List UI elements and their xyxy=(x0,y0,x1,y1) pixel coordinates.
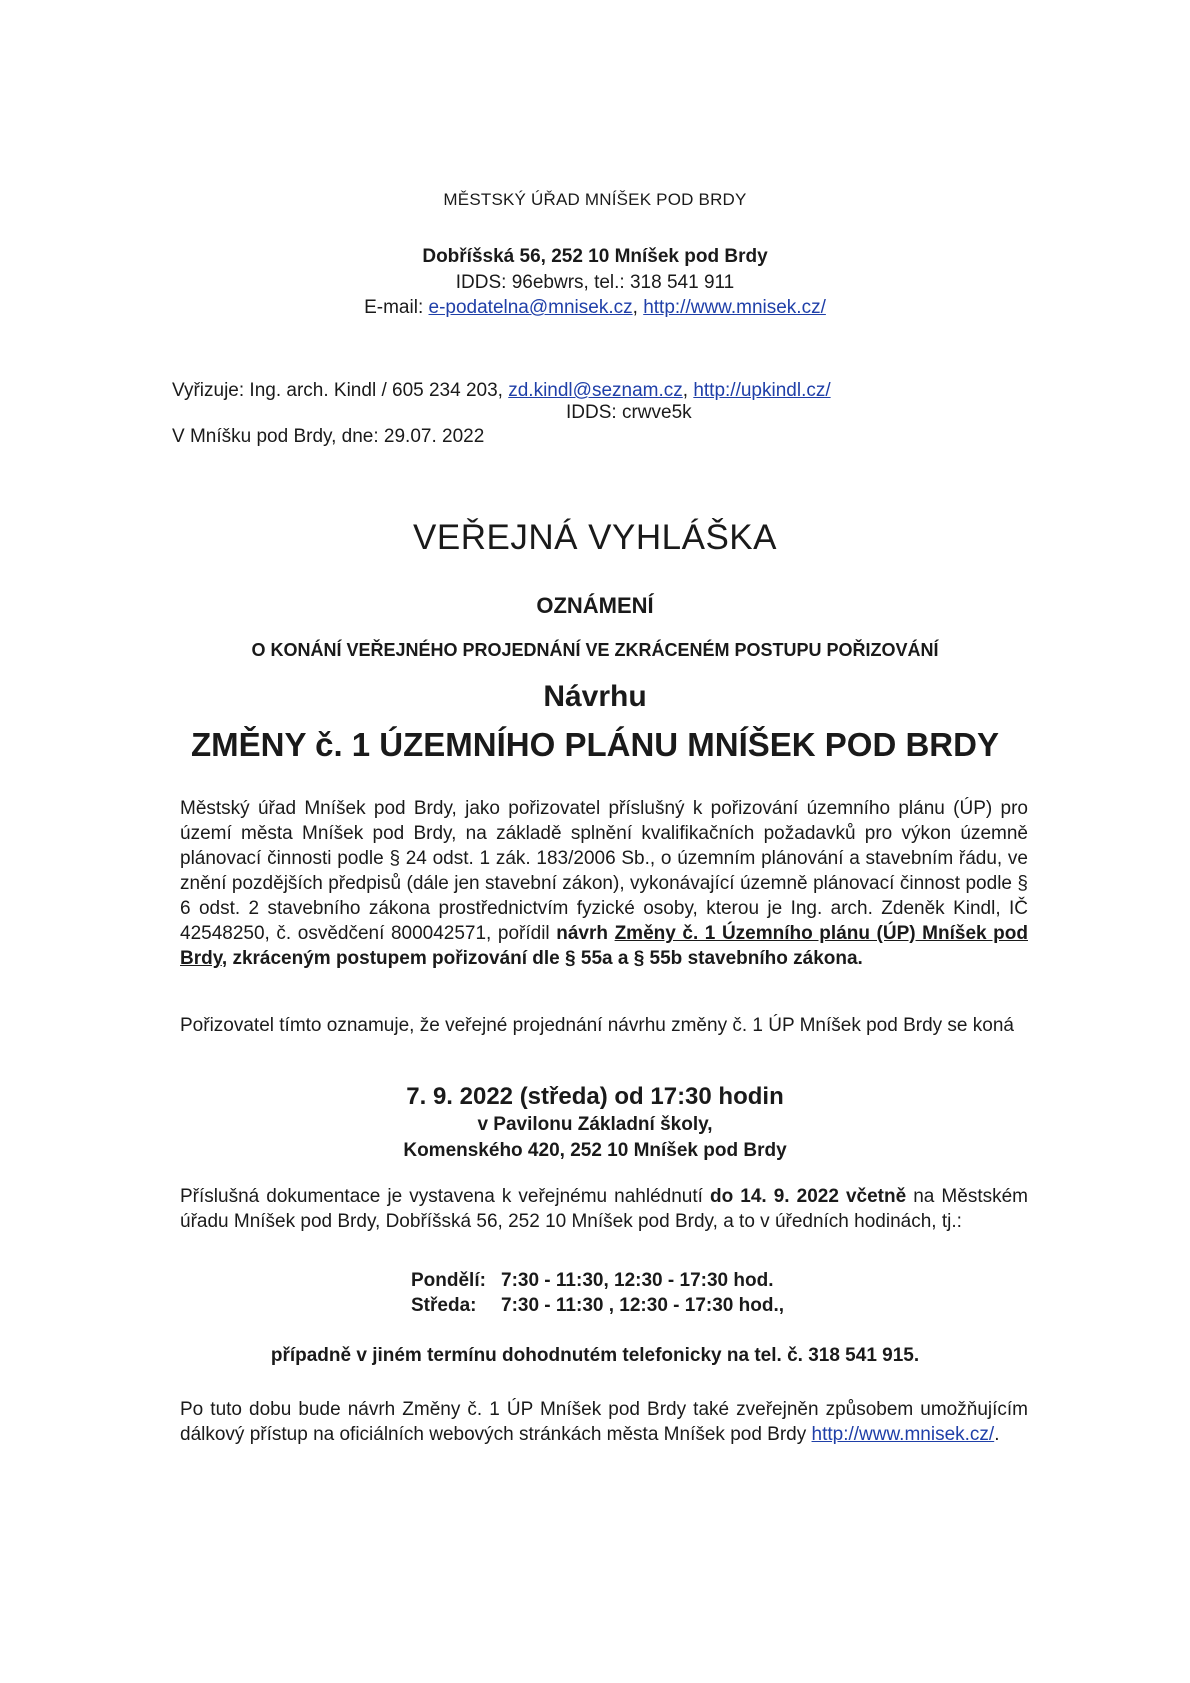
paragraph-intro xyxy=(180,796,1028,971)
office-contacts xyxy=(0,297,1190,319)
paragraph-documentation xyxy=(180,1184,1028,1234)
intro-bold-end: , zkráceným postupem pořizování dle § 55a a § 55b stavebního zákona. xyxy=(221,948,863,969)
handler-label: Vyřizuje: Ing. arch. Kindl / 605 234 203, xyxy=(172,380,509,401)
hours-row xyxy=(411,1295,784,1320)
handler-web-link[interactable]: http://upkindl.cz/ xyxy=(693,380,831,401)
handler-idds: IDDS: crwve5k xyxy=(566,402,692,423)
hours-day: Středa: xyxy=(411,1295,477,1316)
paragraph-online xyxy=(180,1397,1028,1447)
meeting-address: Komenského 420, 252 10 Mníšek pod Brdy xyxy=(403,1140,787,1161)
separator: , xyxy=(682,380,694,401)
meeting-datetime: 7. 9. 2022 (středa) od 17:30 hodin xyxy=(406,1083,784,1110)
office-idds-tel: IDDS: 96ebwrs, tel.: 318 541 911 xyxy=(455,272,735,293)
subtitle-konani: O KONÁNÍ VEŘEJNÉHO PROJEDNÁNÍ VE ZKRÁCENÉM POSTUPU POŘIZOVÁNÍ xyxy=(251,640,939,660)
online-text: Po tuto dobu bude návrh Změny č. 1 ÚP Mníšek pod Brdy také zveřejněn způsobem umožňujícím dálkový přístup na oficiálních webových stránkách města Mníšek pod Brdy xyxy=(180,1399,1028,1445)
hours-time: 7:30 - 11:30, 12:30 - 17:30 hod. xyxy=(501,1270,774,1291)
office-hours xyxy=(411,1270,784,1320)
intro-plan-name: Změny č. 1 Územního plánu (ÚP) Mníšek pod Brdy xyxy=(180,923,1028,969)
email-label: E-mail: xyxy=(364,297,429,318)
city-web-link[interactable]: http://www.mnisek.cz/ xyxy=(811,1424,995,1445)
separator: , xyxy=(632,297,644,318)
main-title: VEŘEJNÁ VYHLÁŠKA xyxy=(413,518,777,557)
hours-day: Pondělí: xyxy=(411,1270,486,1291)
office-email-link[interactable]: e-podatelna@mnisek.cz xyxy=(428,297,633,318)
meeting-place: v Pavilonu Základní školy, xyxy=(477,1114,713,1135)
subtitle-oznameni: OZNÁMENÍ xyxy=(536,593,654,618)
handler-line xyxy=(172,380,831,402)
office-address: Dobříšská 56, 252 10 Mníšek pod Brdy xyxy=(422,246,768,267)
document-date: V Mníšku pod Brdy, dne: 29.07. 2022 xyxy=(172,426,485,447)
intro-text: Městský úřad Mníšek pod Brdy, jako pořizovatel příslušný k pořizování územního plánu (ÚP) pro území města Mníšek pod Brdy, na základě splnění kvalifikačních požadavků pro výkon územně plánovací činnosti podle § 24 odst. 1 zák. 183/2006 Sb., o územním plánování a stavebním řádu, ve znění pozdějších předpisů (dále jen stavební zákon), vykonávající územně plánovací činnost podle § 6 odst. 2 stavebního zákona prostřednictvím fyzické osoby, kterou je Ing. arch. Zdeněk Kindl, IČ 42548250, č. osvědčení 800042571, pořídil xyxy=(180,798,1028,944)
subtitle-navrhu: Návrhu xyxy=(543,680,647,713)
hours-row xyxy=(411,1270,784,1295)
documentation-text: Příslušná dokumentace je vystavena k veřejnému nahlédnutí xyxy=(180,1186,710,1207)
intro-bold-text: návrh xyxy=(556,923,615,944)
online-text-end: . xyxy=(994,1424,1000,1445)
handler-email-link[interactable]: zd.kindl@seznam.cz xyxy=(508,380,683,401)
hours-time: 7:30 - 11:30 , 12:30 - 17:30 hod., xyxy=(501,1295,785,1316)
documentation-text-end: na Městském úřadu Mníšek pod Brdy, Dobříšská 56, 252 10 Mníšek pod Brdy, a to v úředních hodinách, tj.: xyxy=(180,1186,1028,1232)
subtitle-zmeny: ZMĚNY č. 1 ÚZEMNÍHO PLÁNU MNÍŠEK POD BRDY xyxy=(191,726,999,763)
paragraph-announcement: Pořizovatel tímto oznamuje, že veřejné projednání návrhu změny č. 1 ÚP Mníšek pod Brdy se koná xyxy=(180,1015,1014,1036)
office-name: MĚSTSKÝ ÚŘAD MNÍŠEK POD BRDY xyxy=(443,190,747,209)
documentation-deadline: do 14. 9. 2022 včetně xyxy=(709,1186,907,1207)
phone-note: případně v jiném termínu dohodnutém telefonicky na tel. č. 318 541 915. xyxy=(270,1345,920,1366)
office-web-link[interactable]: http://www.mnisek.cz/ xyxy=(643,297,826,318)
